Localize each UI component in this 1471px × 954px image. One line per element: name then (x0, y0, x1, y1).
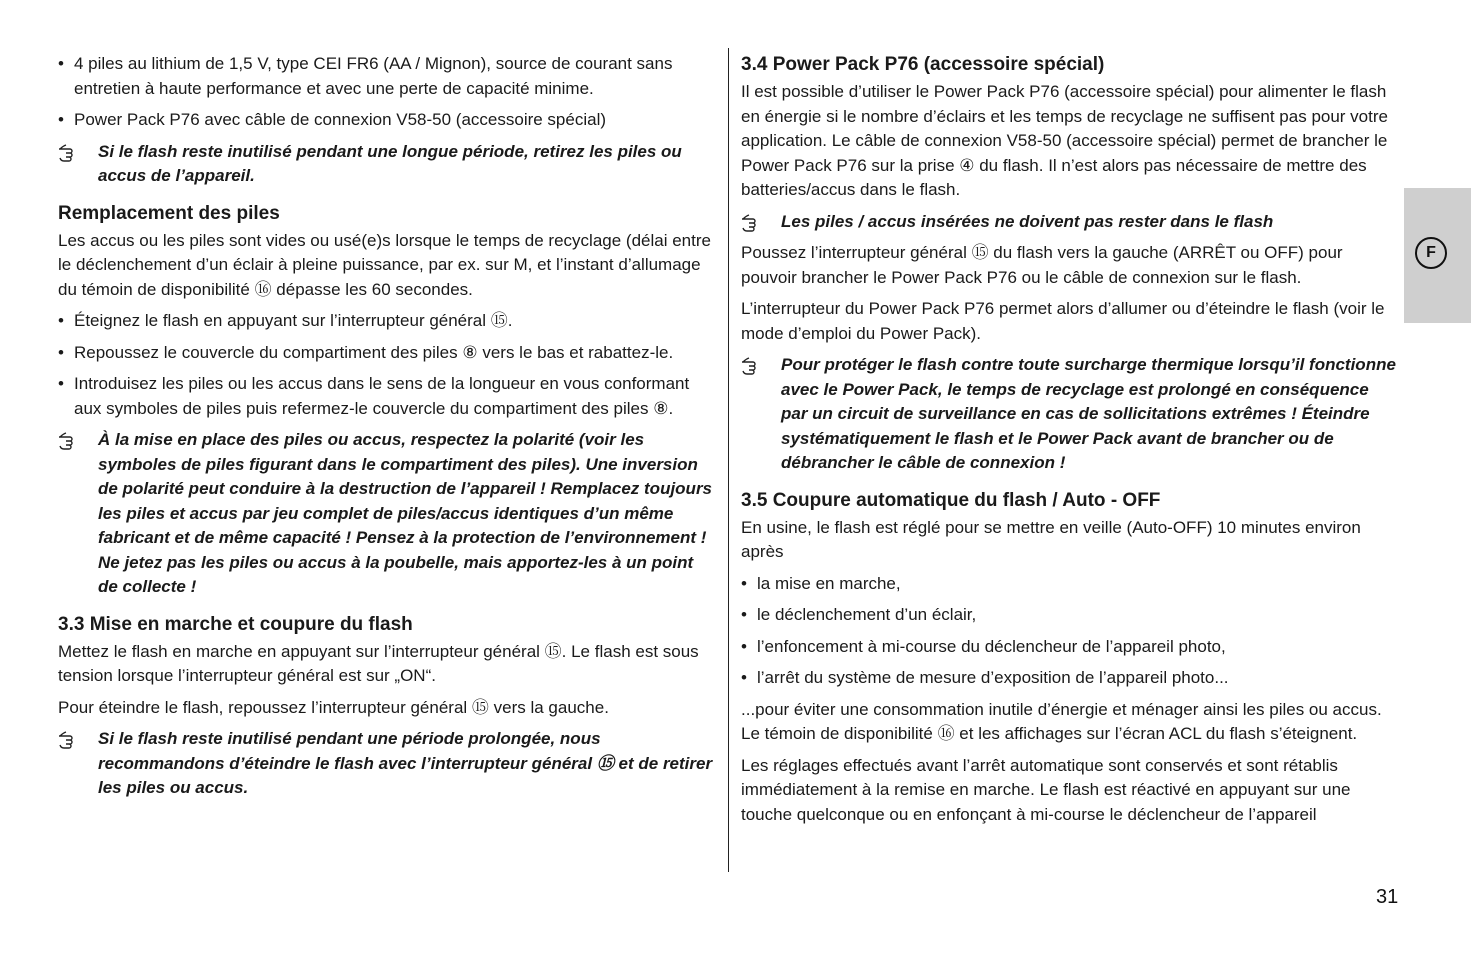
list-item: • la mise en marche, (741, 572, 1396, 597)
list-item: • Introduisez les piles ou les accus dans le sens de la longueur en vous conformant aux symboles de piles puis refermez-le couvercle du compartiment des piles ⑧. (58, 372, 716, 421)
right-column (741, 52, 1396, 834)
list-item: • Power Pack P76 avec câble de connexion V58-50 (accessoire spécial) (58, 108, 716, 133)
paragraph: Poussez l’interrupteur général ⑮ du flash vers la gauche (ARRÊT ou OFF) pour pouvoir brancher le Power Pack P76 ou le câble de connexion sur le flash. (741, 243, 1343, 287)
note-text: Les piles / accus insérées ne doivent pas rester dans le flash (781, 211, 1274, 231)
note (741, 353, 1396, 476)
paragraph: Il est possible d’utiliser le Power Pack P76 (accessoire spécial) pour alimenter le flash en énergie si le nombre d’éclairs et les temps de recyclage ne suffisent pas pour votre application. Le câble de connexion V58-50 (accessoire spécial) permet de brancher le Power Pack P76 sur la prise ④ du flash. Il n’est alors pas nécessaire de mettre des batteries/accus dans le flash. (741, 82, 1388, 199)
list-item: • le déclenchement d’un éclair, (741, 603, 1396, 628)
note (58, 727, 716, 801)
note (58, 428, 716, 600)
list-item: • 4 piles au lithium de 1,5 V, type CEI FR6 (AA / Mignon), source de courant sans entretien à haute performance et avec une perte de capacité minime. (58, 52, 716, 101)
paragraph: ...pour éviter une consommation inutile d’énergie et ménager ainsi les piles ou accus. Le témoin de disponibilité ⑯ et les affichages sur l’écran ACL du flash s’éteignent. (741, 699, 1382, 743)
list-item: • l’arrêt du système de mesure d’exposition de l’appareil photo... (741, 666, 1396, 691)
paragraph: En usine, le flash est réglé pour se mettre en veille (Auto-OFF) 10 minutes environ après (741, 517, 1361, 561)
pointing-hand-icon (741, 210, 765, 234)
paragraph: Les accus ou les piles sont vides ou usé(e)s lorsque le temps de recyclage (délai entre le déclenchement d’un éclair à pleine puissance, par ex. sur M, et l’instant d’allumage du témoin de disponibilité ⑯ dépasse les 60 secondes. (58, 230, 711, 299)
heading-replace-batteries: Remplacement des piles (58, 202, 280, 224)
pointing-hand-icon (58, 727, 82, 751)
pointing-hand-icon (58, 140, 82, 164)
list-item: • l’enfoncement à mi-course du déclencheur de l’appareil photo, (741, 635, 1396, 660)
note-text: À la mise en place des piles ou accus, respectez la polarité (voir les symboles de piles figurant dans le compartiment des piles). Une inversion de polarité peut conduire à la destruction de l’appareil ! Remplacez toujours les piles et accus par jeu complet de piles/accus identiques d’un même fabricant et de même capacité ! Pensez à la protection de l’environnement ! Ne jetez pas les piles ou accus à la poubelle, mais apportez-les à un point de collecte ! (98, 430, 713, 596)
column-divider (728, 48, 729, 872)
language-tab (1404, 188, 1471, 323)
pointing-hand-icon (58, 428, 82, 452)
language-tab-label: F (1415, 237, 1447, 269)
list-item: • Éteignez le flash en appuyant sur l’interrupteur général ⑮. (58, 309, 716, 334)
paragraph: Mettez le flash en marche en appuyant sur l’interrupteur général ⑮. Le flash est sous tension lorsque l’interrupteur général est sur „ON“. (58, 641, 699, 685)
note-text: Si le flash reste inutilisé pendant une période prolongée, nous recommandons d’éteindre le flash avec l’interrupteur général ⑮ et de retirer les piles ou accus. (98, 729, 713, 797)
left-column (58, 52, 716, 808)
list-item: • Repoussez le couvercle du compartiment des piles ⑧ vers le bas et rabattez-le. (58, 341, 716, 366)
note-text: Si le flash reste inutilisé pendant une longue période, retirez les piles ou accus de l’appareil. (98, 141, 682, 185)
note (741, 210, 1396, 235)
paragraph: Pour éteindre le flash, repoussez l’interrupteur général ⑮ vers la gauche. (58, 697, 609, 717)
note (58, 140, 716, 189)
heading-3-3: 3.3 Mise en marche et coupure du flash (58, 613, 413, 635)
note-text: Pour protéger le flash contre toute surcharge thermique lorsqu’il fonctionne avec le Power Pack, le temps de recyclage est prolongé en conséquence par un circuit de surveillance en cas de sollicitations extrêmes ! Éteindre systématiquement le flash et le Power Pack avant de brancher ou de débrancher le câble de connexion ! (781, 355, 1396, 472)
heading-3-5: 3.5 Coupure automatique du flash / Auto - OFF (741, 489, 1161, 511)
pointing-hand-icon (741, 353, 765, 377)
page-number: 31 (1376, 886, 1399, 908)
heading-3-4: 3.4 Power Pack P76 (accessoire spécial) (741, 54, 1105, 75)
paragraph: L’interrupteur du Power Pack P76 permet alors d’allumer ou d’éteindre le flash (voir le mode d’emploi du Power Pack). (741, 299, 1385, 343)
paragraph: Les réglages effectués avant l’arrêt automatique sont conservés et sont rétablis immédiatement à la remise en marche. Le flash est réactivé en appuyant sur une touche quelconque ou en enfonçant à mi-course le déclencheur de l’appareil (741, 755, 1351, 824)
